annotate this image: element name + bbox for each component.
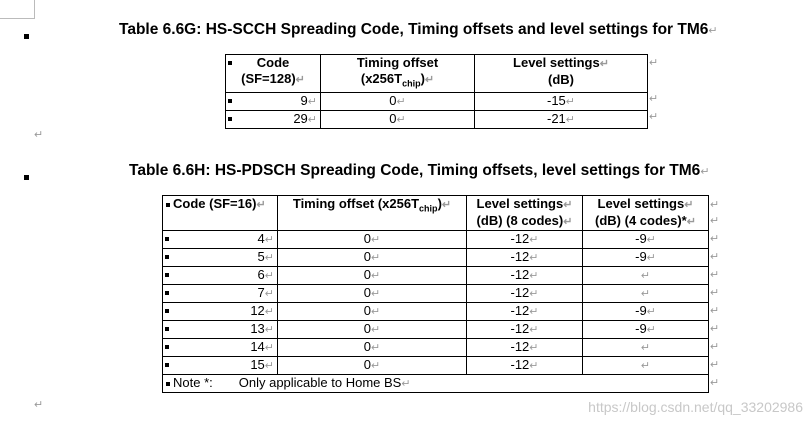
table1-caption-text: Table 6.6G: HS-SCCH Spreading Code, Timing offsets and level settings for TM6 — [119, 21, 709, 38]
table2-cell-timing: 0↵ — [278, 303, 467, 321]
table2-header-timing: Timing offset $(x256T_{chip})↵$ — [278, 196, 467, 231]
table2-cell-timing: 0↵ — [278, 231, 467, 249]
table1-header-code — [226, 55, 321, 93]
table2-cell-level4: -9↵ — [583, 303, 709, 321]
table2-cell-timing: 0↵ — [278, 285, 467, 303]
table2-cell-code: 7↵ — [163, 285, 278, 303]
table2-cell-level8: -12↵ — [467, 339, 583, 357]
table2-note: Note *: Only applicable to Home BS↵ — [163, 375, 709, 393]
table2-cell-code: 13↵ — [163, 321, 278, 339]
header-timing-sub: chip — [402, 78, 421, 89]
row-end-mark: ↵ — [710, 233, 720, 245]
table1-cell-timing: 0↵ — [321, 110, 475, 128]
table2-cell-level4: ↵ — [583, 285, 709, 303]
table2-cell-level8: -12↵ — [467, 249, 583, 267]
header-code-line1: Code — [256, 55, 290, 70]
table1-cell-level: -15↵ — [475, 92, 648, 110]
table1-header-row — [226, 55, 648, 93]
row-end-mark: ↵ — [710, 287, 720, 299]
page-crop-mark — [0, 0, 35, 19]
table-row — [163, 303, 709, 321]
table2-header-level8: Level settings↵ (dB) (8 codes)↵ — [467, 196, 583, 231]
table2-cell-timing: 0↵ — [278, 249, 467, 267]
table2-cell-level8: -12↵ — [467, 321, 583, 339]
table1-cell-code: 29↵ — [226, 110, 321, 128]
table2-cell-level8: -12↵ — [467, 357, 583, 375]
table1-cell-code: 9↵ — [226, 92, 321, 110]
note-label: Note *: — [173, 375, 213, 390]
table2-cell-timing: 0↵ — [278, 357, 467, 375]
row-end-mark: ↵ — [649, 111, 659, 123]
paragraph-mark: ↵ — [700, 166, 710, 178]
table2-cell-timing: 0↵ — [278, 267, 467, 285]
table2-header-level4: Level settings↵ (dB) (4 codes)*↵ — [583, 196, 709, 231]
row-end-mark: ↵ — [710, 215, 720, 227]
table1 — [225, 54, 648, 129]
table2-cell-level8: -12↵ — [467, 303, 583, 321]
row-end-mark: ↵ — [710, 199, 720, 211]
table2-cell-level4: ↵ — [583, 339, 709, 357]
table2-cell-code: 6↵ — [163, 267, 278, 285]
table2-note-row — [163, 375, 709, 393]
row-end-mark: ↵ — [710, 269, 720, 281]
table2-cell-level8: -12↵ — [467, 285, 583, 303]
paragraph-mark: ↵ — [295, 74, 305, 86]
table2-cell-code: 12↵ — [163, 303, 278, 321]
row-end-mark: ↵ — [710, 251, 720, 263]
header-code-line2: (SF=128) — [241, 71, 296, 86]
row-end-mark: ↵ — [710, 377, 720, 389]
table2-header-code: Code (SF=16)↵ — [163, 196, 278, 231]
table2-cell-timing: 0↵ — [278, 321, 467, 339]
table2-cell-level4: ↵ — [583, 267, 709, 285]
table2 — [162, 195, 709, 393]
header-level-line1: Level settings — [513, 55, 600, 70]
table-row — [226, 110, 648, 128]
caption2-bullet — [24, 175, 29, 180]
empty-paragraph-mark: ↵ — [34, 129, 44, 141]
caption1-bullet — [24, 34, 29, 39]
table-row — [163, 249, 709, 267]
table2-cell-code: 15↵ — [163, 357, 278, 375]
table2-cell-code: 14↵ — [163, 339, 278, 357]
table2-cell-level4: -9↵ — [583, 231, 709, 249]
table2-cell-level4: -9↵ — [583, 249, 709, 267]
table2-cell-level4: ↵ — [583, 357, 709, 375]
empty-paragraph-mark: ↵ — [34, 399, 44, 411]
table-row — [163, 357, 709, 375]
table2-cell-code: 5↵ — [163, 249, 278, 267]
paragraph-mark: ↵ — [424, 74, 435, 86]
note-text: Only applicable to Home BS — [238, 375, 402, 390]
table-row — [226, 92, 648, 110]
header-level-line2: (dB) — [548, 72, 574, 87]
table2-caption-text: Table 6.6H: HS-PDSCH Spreading Code, Timing offsets, level settings for TM6 — [129, 162, 701, 179]
row-end-mark: ↵ — [710, 341, 720, 353]
paragraph-mark: ↵ — [708, 25, 718, 37]
header-timing-line2: (x256T — [360, 71, 403, 86]
table-row — [163, 339, 709, 357]
header-timing-close: ) — [420, 71, 425, 86]
row-end-mark: ↵ — [710, 359, 720, 371]
table-row — [163, 321, 709, 339]
table2-cell-level8: -12↵ — [467, 231, 583, 249]
header-timing-line1: Timing offset — [356, 55, 439, 70]
table-row — [163, 285, 709, 303]
table2-caption — [129, 162, 710, 180]
table-row — [163, 267, 709, 285]
table1-cell-timing: 0↵ — [321, 92, 475, 110]
row-end-mark: ↵ — [649, 93, 659, 105]
row-end-mark: ↵ — [710, 305, 720, 317]
table2-cell-level8: -12↵ — [467, 267, 583, 285]
table2-cell-level4: -9↵ — [583, 321, 709, 339]
table2-header-row — [163, 196, 709, 231]
row-end-mark: ↵ — [649, 57, 659, 69]
paragraph-mark: ↵ — [599, 58, 609, 70]
table1-header-timing — [321, 55, 475, 93]
table2-cell-code: 4↵ — [163, 231, 278, 249]
row-end-mark: ↵ — [710, 323, 720, 335]
table1-cell-level: -21↵ — [475, 110, 648, 128]
table-row — [163, 231, 709, 249]
table1-caption — [119, 21, 718, 39]
table2-cell-timing: 0↵ — [278, 339, 467, 357]
table1-header-level — [475, 55, 648, 93]
watermark: https://blog.csdn.net/qq_33202986 — [588, 399, 803, 415]
